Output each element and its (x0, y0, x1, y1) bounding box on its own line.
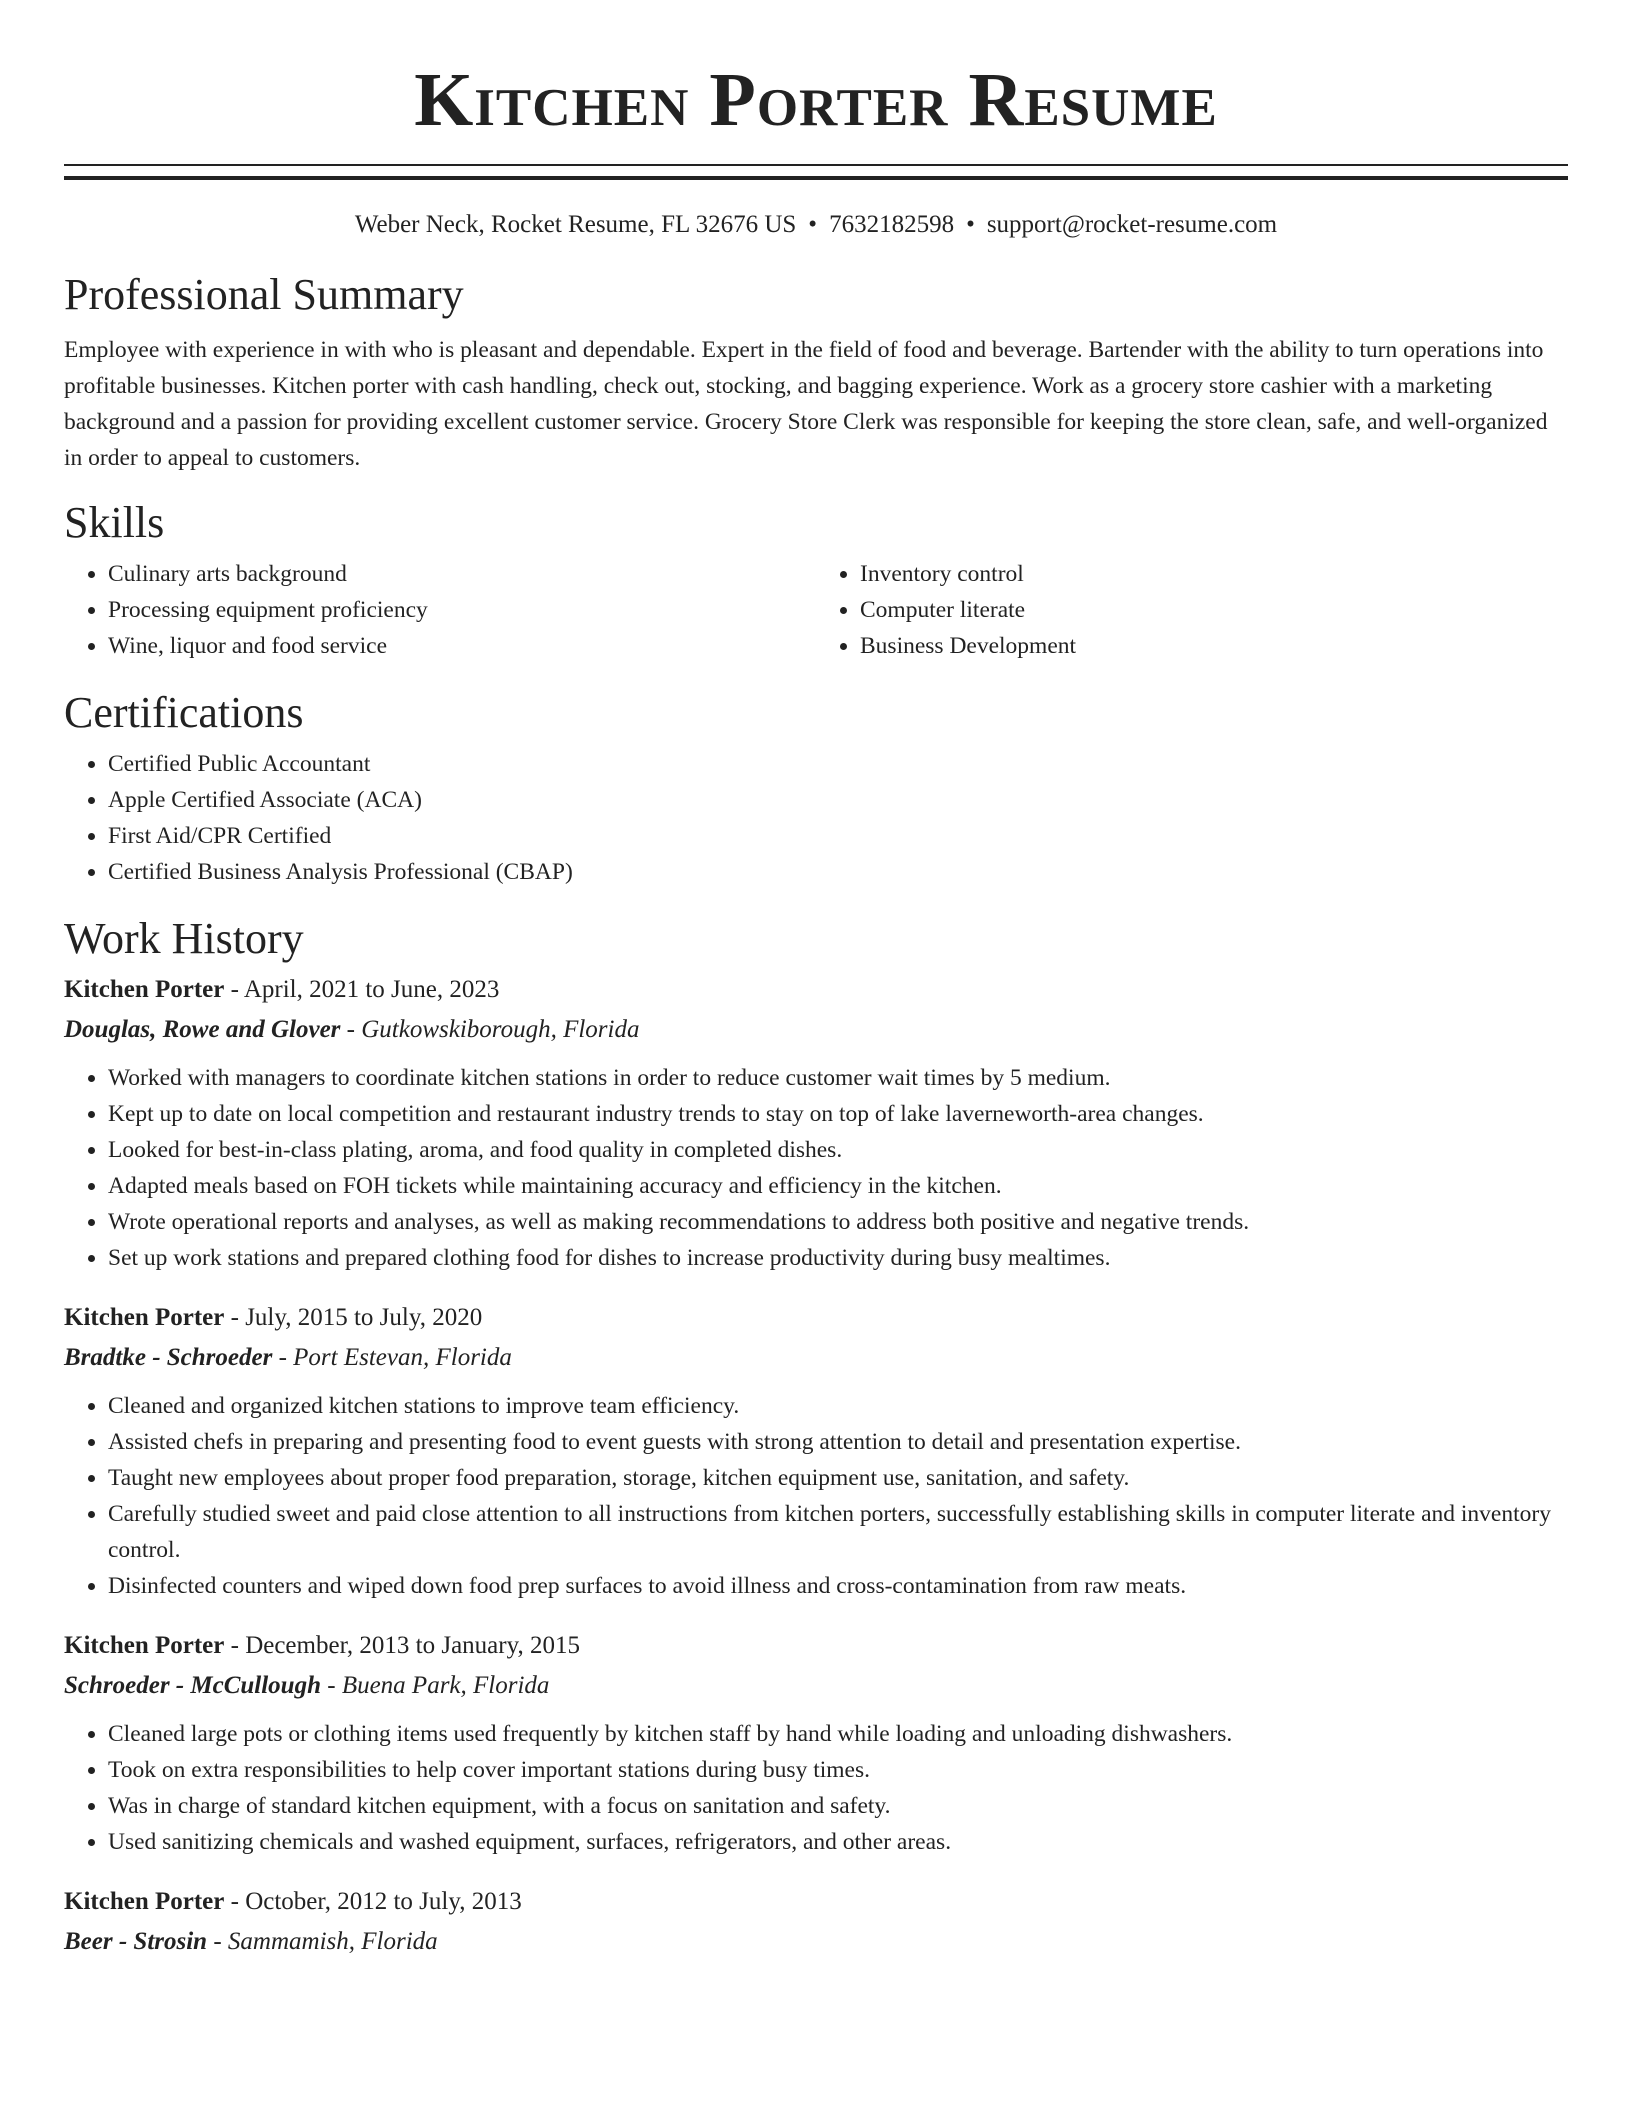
skill-item: • Culinary arts background (108, 556, 816, 592)
job-bullet: • Cleaned large pots or clothing items used frequently by kitchen staff by hand while loading and unloading dishwashers. (108, 1716, 1568, 1752)
job-bullet: • Wrote operational reports and analyses, as well as making recommendations to address both positive and negative trends. (108, 1204, 1568, 1240)
certifications-section (64, 686, 1568, 890)
job-header: Kitchen Porter - December, 2013 to January, 2015 (64, 1632, 580, 1659)
summary-text: Employee with experience in with who is pleasant and dependable. Expert in the field of food and beverage. Bartender with the ability to turn operations into profitable businesses. Kitchen porter with cash handling, check out, stocking, and bagging experience. Work as a grocery store cashier with a marketing background and a passion for providing excellent customer service. Grocery Store Clerk was responsible for keeping the store clean, safe, and well-organized in order to appeal to customers. (64, 337, 1548, 471)
job-bullet: • Worked with managers to coordinate kitchen stations in order to reduce customer wait times by 5 medium. (108, 1060, 1568, 1096)
skill-item: • Computer literate (860, 592, 1568, 628)
job-title: Kitchen Porter (64, 1888, 225, 1915)
work-history-section (64, 912, 1568, 1962)
job-company: Douglas, Rowe and Glover (64, 1016, 341, 1043)
job-entry (64, 1626, 1568, 1860)
job-title: Kitchen Porter (64, 1632, 225, 1659)
contact-email: support@rocket-resume.com (986, 211, 1278, 238)
certification-item: • Apple Certified Associate (ACA) (108, 782, 1568, 818)
skill-item: • Processing equipment proficiency (108, 592, 816, 628)
job-company-line: Beer - Strosin - Sammamish, Florida (64, 1928, 438, 1955)
job-dates: April, 2021 to June, 2023 (243, 976, 500, 1003)
job-bullet: • Adapted meals based on FOH tickets while maintaining accuracy and efficiency in the kitchen. (108, 1168, 1568, 1204)
skills-heading: Skills (64, 498, 165, 547)
job-bullet: • Cleaned and organized kitchen stations to improve team efficiency. (108, 1388, 1568, 1424)
job-bullet: • Was in charge of standard kitchen equipment, with a focus on sanitation and safety. (108, 1788, 1568, 1824)
job-entry (64, 970, 1568, 1276)
contact-line (64, 208, 1568, 242)
skill-item: • Business Development (860, 628, 1568, 664)
job-bullet-list (64, 1060, 1568, 1276)
job-company-line: Douglas, Rowe and Glover - Gutkowskiborough, Florida (64, 1016, 640, 1043)
job-entry (64, 1298, 1568, 1604)
job-company: Schroeder - McCullough (64, 1672, 321, 1699)
skill-item: • Wine, liquor and food service (108, 628, 816, 664)
job-company-line: Bradtke - Schroeder - Port Estevan, Florida (64, 1344, 512, 1371)
skill-item: • Inventory control (860, 556, 1568, 592)
contact-separator: • (808, 211, 818, 238)
title-double-rule (64, 164, 1568, 180)
skills-section (64, 496, 1568, 664)
job-location: Port Estevan, Florida (293, 1344, 512, 1371)
summary-heading: Professional Summary (64, 270, 464, 319)
summary-section (64, 268, 1568, 476)
job-company: Beer - Strosin (64, 1928, 208, 1955)
job-bullet-list (64, 1716, 1568, 1860)
certifications-list (64, 746, 1568, 890)
job-header: Kitchen Porter - July, 2015 to July, 2020 (64, 1304, 483, 1331)
contact-separator: • (966, 211, 975, 238)
skills-list-left (64, 556, 816, 664)
job-bullet: • Carefully studied sweet and paid close attention to all instructions from kitchen porters, successfully establishing skills in computer literate and inventory control. (108, 1496, 1568, 1568)
job-company-line: Schroeder - McCullough - Buena Park, Florida (64, 1672, 550, 1699)
skills-column-left (64, 556, 816, 664)
job-bullet: • Taught new employees about proper food preparation, storage, kitchen equipment use, sanitation, and safety. (108, 1460, 1568, 1496)
job-title: Kitchen Porter (64, 976, 225, 1003)
resume-title: Kitchen Porter Resume (414, 58, 1218, 142)
job-location: Sammamish, Florida (227, 1928, 438, 1955)
work-history-jobs (64, 970, 1568, 1962)
job-company: Bradtke - Schroeder (64, 1344, 273, 1371)
job-location: Buena Park, Florida (341, 1672, 550, 1699)
certification-item: • First Aid/CPR Certified (108, 818, 1568, 854)
job-bullet: • Looked for best-in-class plating, aroma, and food quality in completed dishes. (108, 1132, 1568, 1168)
job-bullet: • Used sanitizing chemicals and washed equipment, surfaces, refrigerators, and other areas. (108, 1824, 1568, 1860)
job-dates: July, 2015 to July, 2020 (245, 1304, 483, 1331)
work-history-heading: Work History (64, 914, 304, 963)
skills-column-right (816, 556, 1568, 664)
job-bullet: • Assisted chefs in preparing and presenting food to event guests with strong attention to detail and presentation expertise. (108, 1424, 1568, 1460)
job-header: Kitchen Porter - April, 2021 to June, 2023 (64, 976, 500, 1003)
job-dates: December, 2013 to January, 2015 (245, 1632, 580, 1659)
job-bullet: • Kept up to date on local competition and restaurant industry trends to stay on top of lake laverneworth-area changes. (108, 1096, 1568, 1132)
job-header: Kitchen Porter - October, 2012 to July, 2013 (64, 1888, 522, 1915)
skills-grid (64, 556, 1568, 664)
skills-list-right (816, 556, 1568, 664)
job-location: Gutkowskiborough, Florida (361, 1016, 640, 1043)
job-bullet: • Set up work stations and prepared clothing food for dishes to increase productivity during busy mealtimes. (108, 1240, 1568, 1276)
job-bullet: • Disinfected counters and wiped down food prep surfaces to avoid illness and cross-contamination from raw meats. (108, 1568, 1568, 1604)
job-entry (64, 1882, 1568, 1962)
contact-phone: 7632182598 (829, 211, 955, 238)
contact-address: Weber Neck, Rocket Resume, FL 32676 US (354, 211, 797, 238)
job-dates: October, 2012 to July, 2013 (245, 1888, 522, 1915)
job-bullet-list (64, 1388, 1568, 1604)
job-title: Kitchen Porter (64, 1304, 225, 1331)
certifications-heading: Certifications (64, 688, 304, 737)
certification-item: • Certified Public Accountant (108, 746, 1568, 782)
job-bullet: • Took on extra responsibilities to help cover important stations during busy times. (108, 1752, 1568, 1788)
certification-item: • Certified Business Analysis Professional (CBAP) (108, 854, 1568, 890)
